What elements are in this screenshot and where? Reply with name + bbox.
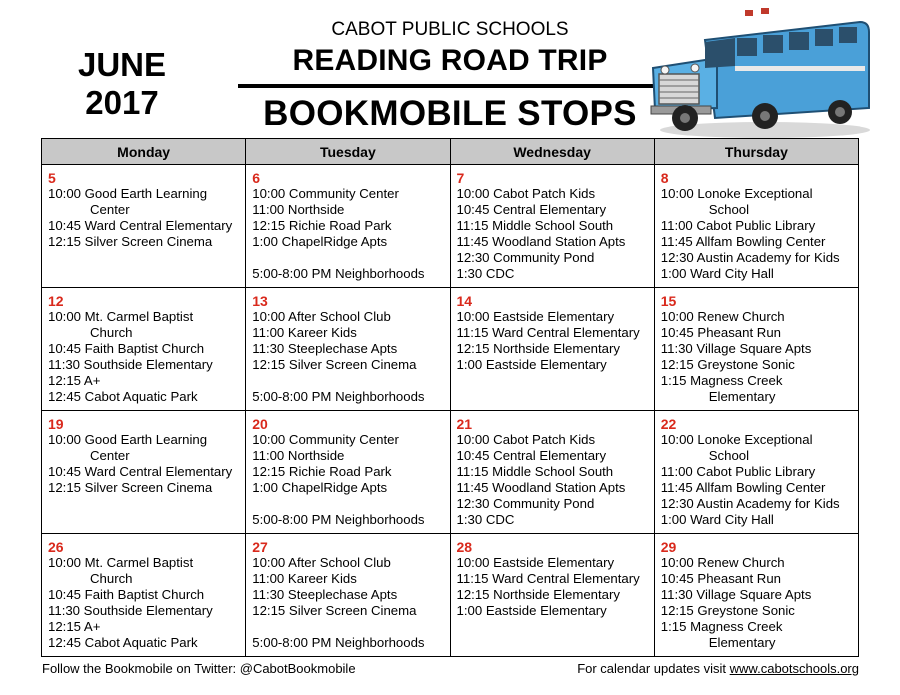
stop-entry: 10:00 Good Earth Learning [48, 432, 208, 447]
org-name: CABOT PUBLIC SCHOOLS [331, 19, 569, 40]
stop-entry: 11:30 Village Square Apts [660, 341, 812, 356]
date-number: 15 [660, 293, 677, 309]
date-number: 21 [456, 416, 473, 432]
stop-entry: 10:00 Mt. Carmel Baptist [48, 555, 194, 570]
stop-entry: 1:00 Eastside Elementary [456, 603, 607, 618]
stop-entry: 12:45 Cabot Aquatic Park [48, 389, 198, 404]
stop-entry: 11:30 Southside Elementary [48, 603, 213, 618]
week-row [42, 411, 859, 534]
stop-entry: 12:30 Austin Academy for Kids [660, 496, 840, 511]
month-year [62, 46, 182, 122]
day-cell [42, 534, 246, 657]
stop-entry: 5:00-8:00 PM Neighborhoods [252, 389, 425, 404]
day-cell [42, 288, 246, 411]
stop-entry: 1:00 Eastside Elementary [456, 357, 607, 372]
date-number: 7 [456, 170, 465, 186]
stop-entry: 5:00-8:00 PM Neighborhoods [252, 512, 425, 527]
stop-entry: 10:00 Renew Church [660, 309, 785, 324]
spacer [252, 496, 443, 512]
stop-entry: 10:45 Faith Baptist Church [48, 341, 205, 356]
stop-entry: 11:30 Southside Elementary [48, 357, 213, 372]
updates-note [577, 661, 859, 676]
day-header: Wednesday [450, 139, 654, 165]
stop-entry: 1:15 Magness Creek [660, 373, 783, 388]
stop-entry: 12:15 Northside Elementary [456, 587, 620, 602]
stop-entry: 10:00 Good Earth Learning [48, 186, 208, 201]
title-divider [238, 84, 658, 88]
stop-entry: Elementary [708, 635, 776, 650]
stop-entry: 11:45 Allfam Bowling Center [660, 234, 826, 249]
stop-entry: 10:00 Mt. Carmel Baptist [48, 309, 194, 324]
stop-entry: 1:30 CDC [456, 266, 515, 281]
spacer [252, 250, 443, 266]
spacer [252, 373, 443, 389]
stop-entry: 11:00 Cabot Public Library [660, 218, 816, 233]
date-number: 22 [660, 416, 677, 432]
stop-entry: 11:15 Middle School South [456, 218, 614, 233]
stop-entry: 10:45 Ward Central Elementary [48, 464, 233, 479]
stop-entry: 10:00 Lonoke Exceptional [660, 186, 813, 201]
date-number: 19 [48, 416, 64, 432]
stop-entry: 10:00 Cabot Patch Kids [456, 186, 596, 201]
date-number: 29 [660, 539, 677, 555]
day-cell [246, 165, 450, 288]
stop-entry: 10:00 After School Club [252, 555, 391, 570]
stop-entry: 11:15 Ward Central Elementary [456, 571, 640, 586]
stop-entry: 12:45 Cabot Aquatic Park [48, 635, 198, 650]
website-link[interactable]: www.cabotschools.org [729, 661, 859, 676]
stop-entry: 11:30 Steeplechase Apts [252, 587, 398, 602]
stop-entry: 12:15 Silver Screen Cinema [252, 357, 417, 372]
day-cell [246, 288, 450, 411]
stop-entry: 12:15 A+ [48, 373, 101, 388]
day-header: Monday [42, 139, 246, 165]
stop-entry: 10:00 Cabot Patch Kids [456, 432, 596, 447]
stop-entry: 1:15 Magness Creek [660, 619, 783, 634]
stop-entry: School [708, 202, 750, 217]
day-cell [654, 534, 858, 657]
stop-entry: 1:00 ChapelRidge Apts [252, 480, 388, 495]
stop-entry: 11:45 Woodland Station Apts [456, 234, 626, 249]
stop-entry: 11:45 Allfam Bowling Center [660, 480, 826, 495]
day-cell [42, 411, 246, 534]
date-number: 8 [660, 170, 669, 186]
week-row [42, 165, 859, 288]
stop-entry: 12:15 Silver Screen Cinema [252, 603, 417, 618]
stop-entry: 12:15 Richie Road Park [252, 218, 392, 233]
stop-entry: 11:30 Village Square Apts [660, 587, 812, 602]
day-header: Thursday [654, 139, 858, 165]
stop-entry: 11:30 Steeplechase Apts [252, 341, 398, 356]
stop-entry: 1:00 Ward City Hall [660, 512, 774, 527]
stop-entry: 10:00 Lonoke Exceptional [660, 432, 813, 447]
stop-entry: 10:00 Community Center [252, 432, 399, 447]
stop-entry: 1:30 CDC [456, 512, 515, 527]
stop-entry: 11:45 Woodland Station Apts [456, 480, 626, 495]
stop-entry: 12:15 Silver Screen Cinema [48, 480, 213, 495]
day-cell [450, 288, 654, 411]
stop-entry: Elementary [708, 389, 776, 404]
stop-entry: 12:15 A+ [48, 619, 101, 634]
date-number: 13 [252, 293, 268, 309]
stop-entry: Church [90, 571, 133, 586]
stop-entry: 12:15 Greystone Sonic [660, 357, 795, 372]
stop-entry: 5:00-8:00 PM Neighborhoods [252, 266, 425, 281]
stop-entry: 10:45 Central Elementary [456, 448, 607, 463]
day-header: Tuesday [246, 139, 450, 165]
day-cell [246, 411, 450, 534]
week-row [42, 534, 859, 657]
twitter-note: Follow the Bookmobile on Twitter: @CabotBookmobile [42, 661, 356, 676]
stop-entry: 12:30 Community Pond [456, 250, 595, 265]
stop-entry: 10:45 Pheasant Run [660, 325, 781, 340]
stop-entry: 12:15 Richie Road Park [252, 464, 392, 479]
day-cell [450, 411, 654, 534]
stop-entry: Church [90, 325, 133, 340]
calendar-table [41, 138, 859, 657]
stop-entry: 1:00 Ward City Hall [660, 266, 774, 281]
updates-text: For calendar updates visit [577, 661, 730, 676]
day-cell [654, 165, 858, 288]
stop-entry: 10:00 Eastside Elementary [456, 555, 615, 570]
stop-entry: 10:45 Ward Central Elementary [48, 218, 233, 233]
date-number: 12 [48, 293, 64, 309]
stop-entry: 12:15 Greystone Sonic [660, 603, 795, 618]
date-number: 28 [456, 539, 473, 555]
stop-entry: Center [90, 202, 130, 217]
stop-entry: 11:00 Cabot Public Library [660, 464, 816, 479]
stop-entry: 10:45 Faith Baptist Church [48, 587, 205, 602]
stop-entry: 10:00 Renew Church [660, 555, 785, 570]
stop-entry: 12:15 Silver Screen Cinema [48, 234, 213, 249]
date-number: 26 [48, 539, 64, 555]
stop-entry: 11:15 Ward Central Elementary [456, 325, 640, 340]
stop-entry: 10:45 Pheasant Run [660, 571, 781, 586]
stop-entry: 5:00-8:00 PM Neighborhoods [252, 635, 425, 650]
day-cell [42, 165, 246, 288]
stop-entry: 10:45 Central Elementary [456, 202, 607, 217]
day-cell [450, 165, 654, 288]
stop-entry: 11:00 Northside [252, 202, 345, 217]
date-number: 5 [48, 170, 56, 186]
year-label: 2017 [85, 84, 159, 121]
date-number: 6 [252, 170, 261, 186]
stop-entry: 11:00 Northside [252, 448, 345, 463]
day-cell [450, 534, 654, 657]
stop-entry: Center [90, 448, 130, 463]
stop-entry: 10:00 Community Center [252, 186, 399, 201]
stop-entry: 1:00 ChapelRidge Apts [252, 234, 388, 249]
day-cell [654, 288, 858, 411]
day-cell [246, 534, 450, 657]
calendar-header-row [42, 139, 859, 165]
page-title: READING ROAD TRIP [292, 44, 608, 77]
date-number: 27 [252, 539, 268, 555]
stop-entry: School [708, 448, 750, 463]
stop-entry: 10:00 Eastside Elementary [456, 309, 615, 324]
month-label: JUNE [77, 46, 167, 83]
stop-entry: 11:00 Kareer Kids [252, 325, 357, 340]
stop-entry: 11:15 Middle School South [456, 464, 614, 479]
date-number: 14 [456, 293, 473, 309]
week-row [42, 288, 859, 411]
day-cell [654, 411, 858, 534]
stop-entry: 12:15 Northside Elementary [456, 341, 620, 356]
page-subtitle: BOOKMOBILE STOPS [263, 94, 637, 133]
stop-entry: 10:00 After School Club [252, 309, 391, 324]
stop-entry: 12:30 Community Pond [456, 496, 595, 511]
date-number: 20 [252, 416, 268, 432]
stop-entry: 12:30 Austin Academy for Kids [660, 250, 840, 265]
calendar-body [42, 165, 859, 657]
spacer [252, 619, 443, 635]
stop-entry: 11:00 Kareer Kids [252, 571, 357, 586]
bookmobile-bus-image [645, 0, 875, 140]
